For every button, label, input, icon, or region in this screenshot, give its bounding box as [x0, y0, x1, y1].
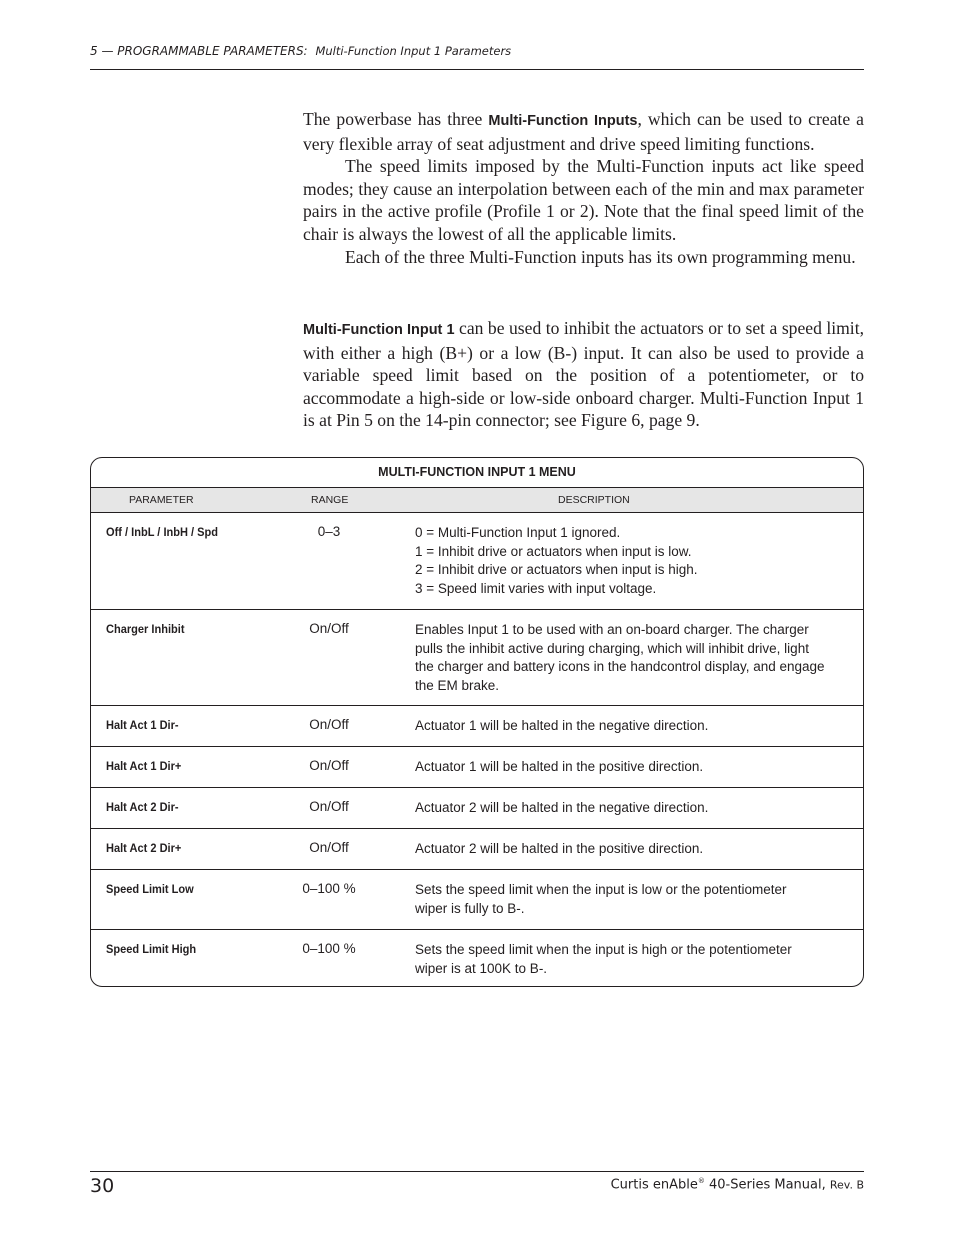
- text: The powerbase has three: [303, 109, 489, 129]
- table-row: [91, 747, 863, 788]
- table-row: [91, 513, 863, 610]
- description-line: 1 = Inhibit drive or actuators when input is low.: [415, 543, 692, 559]
- text: 40-Series Manual,: [704, 1177, 826, 1193]
- parameter-range: 0–3: [317, 524, 341, 539]
- parameter-name: Halt Act 2 Dir-: [106, 800, 179, 814]
- description-line: the EM brake.: [415, 677, 500, 693]
- table-title: MULTI-FUNCTION INPUT 1 MENU: [91, 458, 863, 488]
- parameter-range: 0–100 %: [302, 941, 356, 956]
- column-header-range: RANGE: [311, 494, 349, 506]
- description-line: wiper is fully to B-.: [415, 900, 525, 916]
- parameter-range: 0–100 %: [302, 881, 356, 896]
- parameter-description: [415, 799, 855, 818]
- parameter-description: [415, 524, 855, 598]
- description-line: the charger and battery icons in the handcontrol display, and engage: [415, 659, 825, 675]
- text: can be used to inhibit the actuators or to set a speed limit, with either a high (B+) or a low (B-) input. It can also be used to provide a variable speed limit based on the position of a potentiometer, or to accommodate a high-side or low-side onboard charger. Multi-Function Input 1 is at Pin 5 on the 14-pin connector; see Figure 6, page 9.: [303, 318, 864, 431]
- table-row: [91, 788, 863, 829]
- manual-title: [611, 1177, 864, 1192]
- term-multi-function-input-1: Multi-Function Input 1: [303, 322, 455, 338]
- parameter-name: Charger Inhibit: [106, 622, 185, 636]
- revision: Rev. B: [829, 1178, 864, 1192]
- mfi1-paragraph: [303, 317, 864, 432]
- table-row: [91, 610, 863, 706]
- parameter-description: [415, 941, 855, 978]
- multi-function-input-1-menu-table: [90, 457, 864, 987]
- footer-rule: [90, 1171, 864, 1172]
- parameter-description: [415, 621, 855, 695]
- intro-paragraph-2: The speed limits imposed by the Multi-Function inputs act like speed modes; they cause an interpolation between each of the min and max parameter pairs in the active profile (Profile 1 or 2). Note that the final speed limit of the chair is always the lowest of all the applicable limits.: [303, 156, 864, 244]
- parameter-name: Off / InbL / InbH / Spd: [106, 525, 219, 539]
- description-line: Actuator 1 will be halted in the negative direction.: [415, 718, 709, 733]
- description-line: Enables Input 1 to be used with an on-board charger. The charger: [415, 622, 809, 637]
- column-header-description: DESCRIPTION: [558, 494, 630, 506]
- parameter-range: On/Off: [309, 621, 349, 636]
- description-line: Actuator 1 will be halted in the positive direction.: [415, 759, 704, 774]
- description-line: Sets the speed limit when the input is low or the potentiometer: [415, 882, 787, 897]
- parameter-description: [415, 717, 855, 736]
- description-line: Sets the speed limit when the input is high or the potentiometer: [415, 942, 792, 957]
- subsection-title: Multi-Function Input 1 Parameters: [315, 44, 512, 58]
- header-rule: [90, 69, 864, 70]
- description-line: 3 = Speed limit varies with input voltage.: [415, 580, 657, 596]
- registered-mark: ®: [697, 1177, 705, 1185]
- parameter-name: Halt Act 1 Dir-: [106, 718, 179, 732]
- parameter-description: [415, 881, 855, 918]
- description-line: 2 = Inhibit drive or actuators when input is high.: [415, 562, 698, 578]
- table-row: [91, 870, 863, 930]
- section-title: 5 — PROGRAMMABLE PARAMETERS:: [90, 44, 308, 58]
- column-header-parameter: PARAMETER: [129, 494, 194, 506]
- parameter-range: On/Off: [309, 758, 349, 773]
- running-head: [90, 44, 864, 58]
- mfi1-description: [303, 317, 864, 432]
- parameter-name: Halt Act 2 Dir+: [106, 841, 182, 855]
- table-row: [91, 706, 863, 747]
- description-line: Actuator 2 will be halted in the positive direction.: [415, 841, 704, 856]
- parameter-description: [415, 758, 855, 777]
- text: Curtis enAble: [610, 1177, 698, 1193]
- description-line: Actuator 2 will be halted in the negative direction.: [415, 800, 709, 815]
- intro-paragraph-1: [303, 108, 864, 155]
- table-row: [91, 829, 863, 870]
- intro-text: [303, 108, 864, 268]
- table-header-row: [91, 488, 863, 513]
- parameter-range: On/Off: [309, 840, 349, 855]
- parameter-description: [415, 840, 855, 859]
- description-line: pulls the inhibit active during charging, which will inhibit drive, light: [415, 640, 809, 656]
- term-multi-function-inputs: Multi-Function Inputs: [488, 113, 638, 129]
- parameter-name: Halt Act 1 Dir+: [106, 759, 182, 773]
- parameter-name: Speed Limit Low: [106, 882, 194, 896]
- description-line: 0 = Multi-Function Input 1 ignored.: [415, 525, 621, 540]
- parameter-name: Speed Limit High: [106, 942, 197, 956]
- table-row: [91, 930, 863, 987]
- text: , which can be used to create a very flexible array of seat adjustment and drive speed limiting functions.: [303, 109, 864, 154]
- page-number: 30: [90, 1175, 115, 1197]
- parameter-range: On/Off: [309, 717, 349, 732]
- intro-paragraph-3: Each of the three Multi-Function inputs has its own programming menu.: [345, 246, 856, 267]
- description-line: wiper is at 100K to B-.: [415, 960, 548, 976]
- parameter-range: On/Off: [309, 799, 349, 814]
